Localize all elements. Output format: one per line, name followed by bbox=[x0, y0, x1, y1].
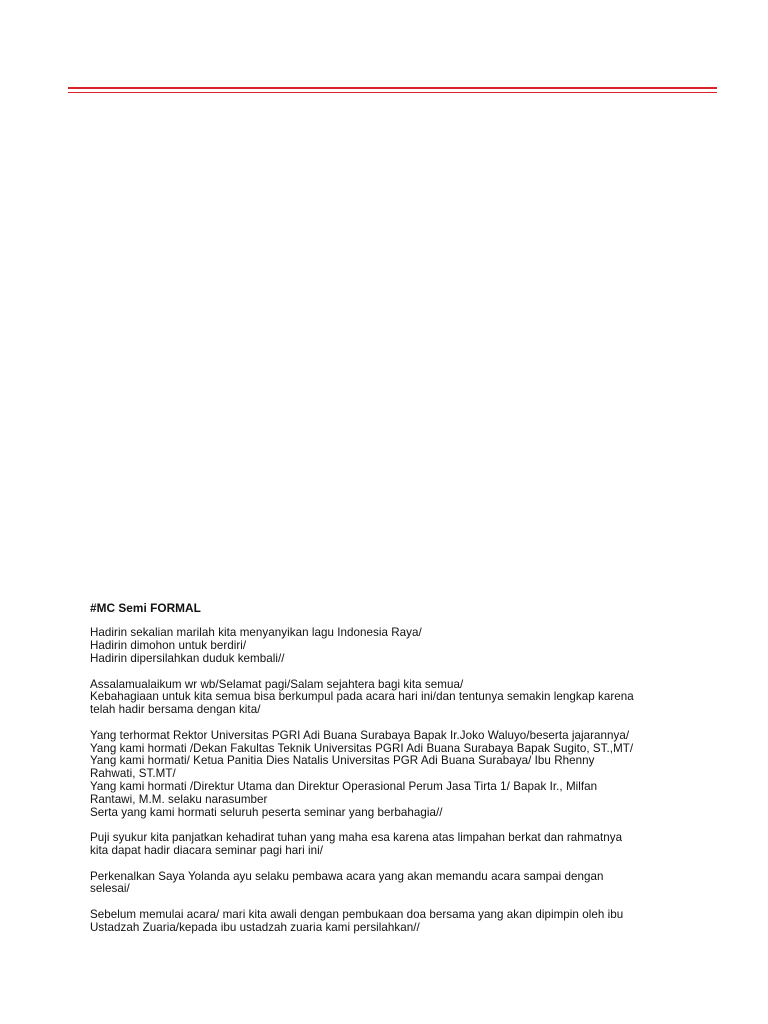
paragraph-gratitude bbox=[90, 832, 690, 858]
text-line: Yang terhormat Rektor Universitas PGRI Adi Buana Surabaya Bapak Ir.Joko Waluyo/beserta jajarannya/ bbox=[90, 728, 630, 742]
text-line: Rantawi, M.M. selaku narasumber bbox=[90, 792, 268, 806]
text-line: Kebahagiaan untuk kita semua bisa berkumpul pada acara hari ini/dan tentunya semakin lengkap karena bbox=[90, 690, 634, 704]
text-line: Yang kami hormati/ Ketua Panitia Dies Natalis Universitas PGR Adi Buana Surabaya/ Ibu Rhenny bbox=[90, 754, 595, 768]
header-rule-thin bbox=[68, 92, 717, 93]
paragraph-anthem bbox=[90, 627, 690, 665]
paragraph-introduction bbox=[90, 871, 690, 897]
paragraph-honored-guests bbox=[90, 730, 690, 820]
text-line: telah hadir bersama dengan kita/ bbox=[90, 703, 261, 717]
paragraph-greeting bbox=[90, 679, 690, 717]
text-line: Serta yang kami hormati seluruh peserta seminar yang berbahagia// bbox=[90, 805, 443, 819]
text-line: Hadirin dimohon untuk berdiri/ bbox=[90, 639, 247, 653]
text-line: selesai/ bbox=[90, 882, 130, 896]
text-line: Puji syukur kita panjatkan kehadirat tuhan yang maha esa karena atas limpahan berkat dan rahmatnya bbox=[90, 831, 623, 845]
text-line: Assalamualaikum wr wb/Selamat pagi/Salam sejahtera bagi kita semua/ bbox=[90, 677, 464, 691]
text-line: Perkenalkan Saya Yolanda ayu selaku pembawa acara yang akan memandu acara sampai dengan bbox=[90, 869, 604, 883]
paragraph-prayer bbox=[90, 909, 690, 935]
text-line: Hadirin dipersilahkan duduk kembali// bbox=[90, 651, 285, 665]
document-body bbox=[90, 602, 690, 947]
text-line: Hadirin sekalian marilah kita menyanyikan lagu Indonesia Raya/ bbox=[90, 626, 422, 640]
text-line: Yang kami hormati /Direktur Utama dan Direktur Operasional Perum Jasa Tirta 1/ Bapak Ir., Milfan bbox=[90, 779, 598, 793]
document-heading: #MC Semi FORMAL bbox=[90, 601, 201, 615]
header-rule-thick bbox=[68, 87, 717, 89]
text-line: kita dapat hadir diacara seminar pagi hari ini/ bbox=[90, 843, 324, 857]
text-line: Rahwati, ST.MT/ bbox=[90, 767, 176, 781]
text-line: Yang kami hormati /Dekan Fakultas Teknik Universitas PGRI Adi Buana Surabaya Bapak Sugito, ST.,MT/ bbox=[90, 741, 634, 755]
text-line: Sebelum memulai acara/ mari kita awali dengan pembukaan doa bersama yang akan dipimpin oleh ibu bbox=[90, 907, 624, 921]
text-line: Ustadzah Zuaria/kepada ibu ustadzah zuaria kami persilahkan// bbox=[90, 920, 420, 934]
